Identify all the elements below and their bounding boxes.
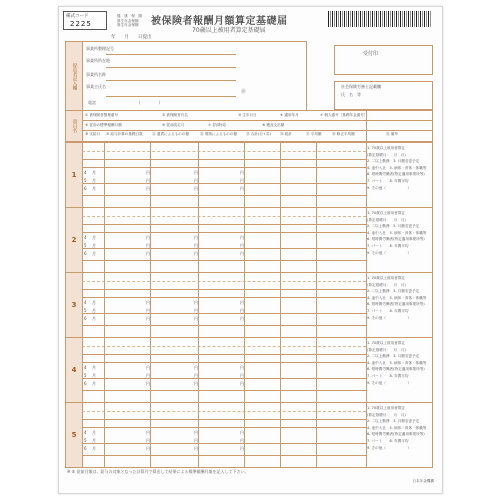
yen-unit: 円 (146, 430, 150, 435)
remarks-option[interactable]: 7. パート 8. 年間平均 (367, 438, 409, 443)
record-row[interactable] (65, 142, 433, 208)
header-cell: ⑱ 備考 (386, 132, 398, 136)
remarks-option[interactable]: 1. 70歳以上被用者算定 (367, 146, 405, 150)
receipt-stamp-box (334, 45, 433, 75)
divider (82, 281, 366, 282)
remarks-option[interactable]: 9. その他（ ） (367, 380, 412, 385)
month-label: 4 (84, 300, 87, 305)
divider (198, 208, 199, 272)
submitter-side-label: 提出者記入欄 (66, 42, 83, 110)
divider (150, 143, 151, 207)
record-number: 2 (66, 208, 83, 272)
yen-unit: 円 (240, 316, 244, 321)
divider (280, 338, 281, 402)
footer-note: ※ ⑤ 従前月額は、給与の対象となった計算月で算出して結果による標準報酬月額を記入して下さい。 (67, 469, 249, 474)
yen-unit: 円 (194, 170, 198, 175)
remarks-option[interactable]: 1. 70歳以上被用者算定 (367, 341, 405, 345)
header-cell: ⑬ 合計(⑪+⑫) (246, 132, 271, 136)
divider (82, 411, 366, 412)
column-header (65, 110, 433, 142)
remarks-option[interactable]: (算定基礎月： 月 月) (367, 412, 406, 417)
divider (82, 224, 366, 225)
yen-unit: 円 (146, 243, 150, 248)
divider (280, 403, 281, 467)
labor-consultant-name-label: 氏 名 等 (341, 92, 361, 97)
month-unit: 月 (92, 316, 96, 321)
yen-unit: 円 (194, 373, 198, 378)
divider (104, 143, 105, 207)
divider (82, 346, 366, 347)
phone-label: 電話 (88, 100, 96, 105)
remarks-option[interactable]: 7. パート 8. 年間平均 (367, 308, 409, 313)
insurance-type-lines (117, 14, 142, 28)
month-unit: 月 (92, 178, 96, 183)
divider (82, 378, 366, 379)
divider (106, 54, 236, 55)
remarks-option[interactable]: 6. 短時間労働者(特定適用事業所等) (367, 237, 425, 242)
yen-unit: 円 (194, 446, 198, 451)
divider (104, 403, 105, 467)
month-label: 6 (84, 186, 87, 191)
yen-unit: 円 (240, 438, 244, 443)
divider (244, 143, 245, 207)
month-unit: 月 (92, 446, 96, 451)
month-unit: 月 (92, 170, 96, 175)
month-label: 6 (84, 446, 87, 451)
remarks-option[interactable]: (算定基礎月： 月 月) (367, 347, 406, 352)
divider (82, 183, 366, 184)
month-label: 6 (84, 251, 87, 256)
divider (198, 143, 199, 207)
divider (106, 67, 236, 68)
header-cell: ② 被保険者氏名 (162, 113, 188, 117)
office-number-label: 事業所整理記号 (86, 46, 114, 51)
yen-unit: 円 (194, 243, 198, 248)
divider (104, 208, 105, 272)
employer-name-label: 事業主氏名 (86, 84, 106, 89)
divider (82, 216, 366, 217)
remarks-option[interactable]: 2. 二以上勤務 3. 月額変更予定 (367, 419, 420, 424)
yen-unit: 円 (240, 235, 244, 240)
yen-unit: 円 (146, 316, 150, 321)
yen-unit: 円 (194, 235, 198, 240)
remarks-option[interactable]: 9. その他（ ） (367, 445, 412, 450)
month-unit: 月 (92, 438, 96, 443)
yen-unit: 円 (194, 308, 198, 313)
insurance-type-line: 厚生年金保険 (117, 23, 139, 28)
yen-unit: 円 (240, 308, 244, 313)
remarks-option[interactable]: 7. パート 8. 年間平均 (367, 178, 409, 183)
divider (316, 208, 317, 272)
submitter-section (65, 41, 307, 111)
divider (82, 167, 366, 168)
yen-unit: 円 (146, 235, 150, 240)
month-label: 4 (84, 235, 87, 240)
remarks-option[interactable]: 4. 途中入社 5. 病休・育休・休職等 (367, 230, 427, 235)
divider (316, 273, 317, 337)
header-cell: ⑦ 個人番号［基礎年金番号］ (320, 113, 368, 117)
divider (280, 208, 281, 272)
divider (316, 403, 317, 467)
yen-unit: 円 (194, 300, 198, 305)
month-label: 5 (84, 308, 87, 313)
phone-field[interactable]: （ ） (136, 101, 163, 106)
record-row[interactable] (65, 272, 433, 338)
record-number: 4 (66, 338, 83, 402)
divider (82, 151, 366, 152)
form-subtitle: 70歳以上被用者算定基礎届 (192, 27, 266, 34)
yen-unit: 円 (146, 178, 150, 183)
remarks-option[interactable]: 4. 途中入社 5. 病休・育休・休職等 (367, 165, 427, 170)
receipt-label: 受付印 (363, 51, 379, 57)
month-unit: 月 (92, 430, 96, 435)
record-number: 3 (66, 273, 83, 337)
form-title: 被保険者報酬月額算定基礎届 (151, 16, 288, 27)
divider (82, 232, 366, 233)
header-cell: ⑤ 従前の標準報酬月額 (85, 123, 122, 127)
divider (198, 338, 199, 402)
yen-unit: 円 (146, 186, 150, 191)
form-code-box (63, 11, 107, 30)
remarks-option[interactable]: 6. 短時間労働者(特定適用事業所等) (367, 302, 425, 307)
yen-unit: 円 (194, 186, 198, 191)
divider (82, 443, 366, 444)
yen-unit: 円 (146, 308, 150, 313)
divider (104, 338, 105, 402)
divider (82, 130, 432, 131)
divider (82, 419, 366, 420)
divider (316, 143, 317, 207)
divider (198, 273, 199, 337)
month-unit: 月 (92, 300, 96, 305)
month-label: 5 (84, 178, 87, 183)
yen-unit: 円 (240, 178, 244, 183)
divider (82, 313, 366, 314)
divider (82, 159, 366, 160)
divider (150, 208, 151, 272)
divider (82, 427, 366, 428)
month-unit: 月 (92, 381, 96, 386)
divider (82, 195, 366, 196)
yen-unit: 円 (240, 430, 244, 435)
remarks-option[interactable]: 1. 70歳以上被用者算定 (367, 276, 405, 280)
remarks-option[interactable]: (算定基礎月： 月 月) (367, 282, 406, 287)
month-unit: 月 (92, 365, 96, 370)
yen-unit: 円 (146, 251, 150, 256)
office-name-label: 事業所名称 (86, 72, 106, 77)
divider (316, 338, 317, 402)
divider (150, 403, 151, 467)
month-label: 4 (84, 430, 87, 435)
record-row[interactable] (65, 402, 433, 468)
office-address-label: 事業所所在地 (86, 58, 110, 63)
remarks-option[interactable]: 1. 70歳以上被用者算定 (367, 211, 405, 215)
month-unit: 月 (92, 373, 96, 378)
yen-unit: 円 (240, 446, 244, 451)
labor-consultant-box (334, 81, 433, 110)
yen-unit: 円 (240, 300, 244, 305)
insurance-type-line: 厚生年金保険 (117, 18, 139, 23)
remarks-option[interactable]: 1. 70歳以上被用者算定 (367, 406, 405, 410)
divider (106, 80, 236, 81)
yen-unit: 円 (194, 251, 198, 256)
divider (244, 338, 245, 402)
remarks-option[interactable]: 4. 途中入社 5. 病休・育休・休職等 (367, 295, 427, 300)
seal-icon: ㊞ (240, 89, 246, 95)
yen-unit: 円 (146, 438, 150, 443)
divider (244, 208, 245, 272)
yen-unit: 円 (194, 316, 198, 321)
yen-unit: 円 (146, 300, 150, 305)
divider (82, 260, 366, 261)
remarks-option[interactable]: 6. 短時間労働者(特定適用事業所等) (367, 172, 425, 177)
submission-date: 年 月 日提出 (111, 35, 152, 40)
remarks-option[interactable]: 6. 短時間労働者(特定適用事業所等) (367, 432, 425, 437)
yen-unit: 円 (146, 381, 150, 386)
month-unit: 月 (92, 243, 96, 248)
header-cell: ⑨ 支給月 (85, 132, 101, 136)
form-code-label: 様式コード (66, 14, 89, 19)
header-cell: ⑪ 通貨によるものの額 (152, 132, 190, 136)
divider (104, 273, 105, 337)
remarks-option[interactable]: 6. 短時間労働者(特定適用事業所等) (367, 367, 425, 372)
divider (82, 289, 366, 290)
remarks-options (367, 275, 430, 321)
divider (82, 354, 366, 355)
header-cell: ⑩ 給与計算の基礎日数 (106, 132, 143, 136)
yen-unit: 円 (146, 170, 150, 175)
divider (244, 273, 245, 337)
yen-unit: 円 (240, 243, 244, 248)
yen-unit: 円 (240, 186, 244, 191)
form-code-number: 2225 (70, 20, 92, 28)
header-cell: ⑭ 総計 (280, 132, 292, 136)
record-row[interactable] (65, 337, 433, 403)
divider (150, 273, 151, 337)
divider (280, 143, 281, 207)
yen-unit: 円 (194, 381, 198, 386)
remarks-options (367, 405, 430, 451)
month-label: 4 (84, 170, 87, 175)
remarks-options (367, 145, 430, 191)
header-cell: ① 被保険者整理番号 (85, 113, 119, 117)
remarks-option[interactable]: 4. 途中入社 5. 病休・育休・休職等 (367, 425, 427, 430)
month-label: 5 (84, 373, 87, 378)
remarks-option[interactable]: (算定基礎月： 月 月) (367, 217, 406, 222)
yen-unit: 円 (240, 170, 244, 175)
header-cell: ⑫ 現物によるものの額 (200, 132, 238, 136)
divider (82, 120, 432, 121)
record-number: 5 (66, 403, 83, 467)
yen-unit: 円 (146, 365, 150, 370)
month-unit: 月 (92, 251, 96, 256)
month-unit: 月 (92, 186, 96, 191)
remarks-option[interactable]: 2. 二以上勤務 3. 月額変更予定 (367, 354, 420, 359)
header-cell: ④ 適用年月 (280, 113, 299, 117)
yen-unit: 円 (240, 373, 244, 378)
remarks-option[interactable]: 7. パート 8. 年間平均 (367, 373, 409, 378)
labor-consultant-label: 社会保険労務士記載欄 (341, 84, 381, 89)
yen-unit: 円 (194, 430, 198, 435)
month-unit: 月 (92, 308, 96, 313)
month-unit: 月 (92, 235, 96, 240)
header-cell: ⑮ 平均額 (306, 132, 322, 136)
form-sheet (58, 6, 443, 494)
header-side-label: 項目名 (66, 111, 83, 141)
divider (106, 96, 236, 97)
remarks-options (367, 210, 430, 256)
remarks-option[interactable]: 7. パート 8. 年間平均 (367, 243, 409, 248)
divider (82, 248, 366, 249)
remarks-option[interactable]: (算定基礎月： 月 月) (367, 152, 406, 157)
divider (150, 338, 151, 402)
yen-unit: 円 (240, 251, 244, 256)
month-label: 6 (84, 316, 87, 321)
record-row[interactable] (65, 207, 433, 273)
remarks-option[interactable]: 9. その他（ ） (367, 250, 412, 255)
divider (198, 403, 199, 467)
header-cell: ⑥ 従前改定月 (162, 123, 185, 127)
yen-unit: 円 (194, 365, 198, 370)
month-label: 5 (84, 438, 87, 443)
divider (82, 362, 366, 363)
yen-unit: 円 (194, 438, 198, 443)
month-label: 4 (84, 365, 87, 370)
barcode (328, 11, 432, 27)
header-cell: ⑯ 修正平均額 (332, 132, 355, 136)
remarks-option[interactable]: 2. 二以上勤務 3. 月額変更予定 (367, 224, 420, 229)
remarks-option[interactable]: 2. 二以上勤務 3. 月額変更予定 (367, 159, 420, 164)
record-number: 1 (66, 143, 83, 207)
yen-unit: 円 (194, 178, 198, 183)
divider (82, 325, 366, 326)
divider (82, 297, 366, 298)
header-cell: ⑦ 昇(降)給 (208, 123, 226, 127)
header-cell: ③ 生年月日 (238, 113, 257, 117)
footer-code: 日本年金機構 (412, 479, 434, 483)
yen-unit: 円 (146, 446, 150, 451)
divider (82, 390, 366, 391)
divider (280, 273, 281, 337)
insurance-type-line: 健 康 保 険 (117, 14, 143, 18)
remarks-option[interactable]: 2. 二以上勤務 3. 月額変更予定 (367, 289, 420, 294)
yen-unit: 円 (240, 365, 244, 370)
remarks-options (367, 340, 430, 386)
remarks-option[interactable]: 4. 途中入社 5. 病休・育休・休職等 (367, 360, 427, 365)
month-label: 6 (84, 381, 87, 386)
header-cell: ⑧ 遡及支払額 (262, 123, 285, 127)
yen-unit: 円 (240, 381, 244, 386)
divider (244, 403, 245, 467)
divider (82, 455, 366, 456)
month-label: 5 (84, 243, 87, 248)
yen-unit: 円 (146, 373, 150, 378)
remarks-option[interactable]: 9. その他（ ） (367, 185, 412, 190)
divider (366, 111, 367, 141)
remarks-option[interactable]: 9. その他（ ） (367, 315, 412, 320)
